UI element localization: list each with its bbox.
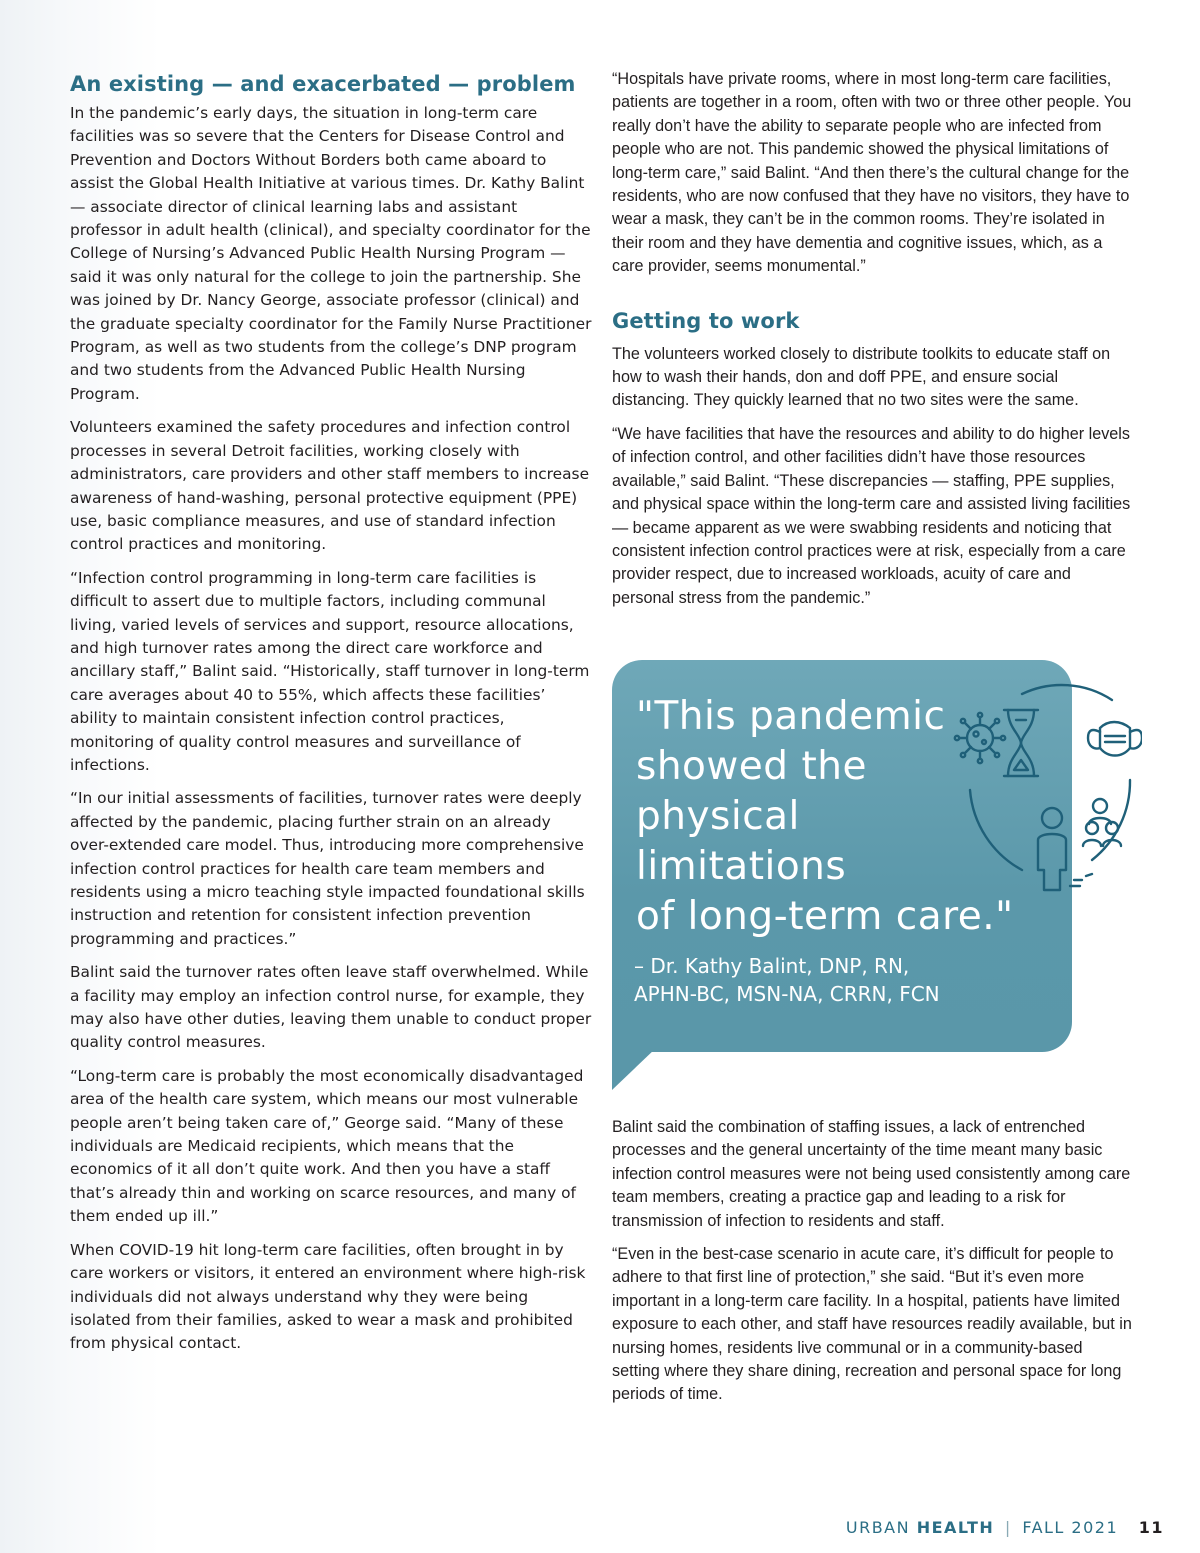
page-footer — [846, 1518, 1164, 1542]
virus-icon — [955, 713, 1005, 763]
paragraph: When COVID-19 hit long-term care facilities, often brought in by care workers or visitors, it entered an environment where high-risk individuals did not always understand why they were being isolated from their families, asked to wear a mask and prohibited from physical contact. — [70, 1240, 586, 1353]
paragraph: Balint said the combination of staffing issues, a lack of entrenched processes and the general uncertainty of the time meant many basic infection control measures were not being used consistently among care team members, creating a practice gap and leading to a risk for transmission of infection to residents and staff. — [612, 1118, 1131, 1230]
section-heading-problem: An existing — and exacerbated — problem — [70, 72, 576, 96]
face-mask-icon — [1088, 722, 1142, 756]
hourglass-icon — [1004, 710, 1038, 776]
paragraph: In the pandemic’s early days, the situation in long-term care facilities was so severe that the Centers for Disease Control and Prevention and Doctors Without Borders both came aboard to assist the Global Health Initiative at various times. Dr. Kathy Balint — associate director of clinical learning labs and assistant professor in adult health (clinical), and specialty coordinator for the College of Nursing’s Advanced Public Health Nursing Program — said it was only natural for the college to join the partnership. She was joined by Dr. Nancy George, associate professor (clinical) and the graduate specialty coordinator for the Family Nurse Practitioner Program, as well as two students from the college’s DNP program and two students from the Advanced Public Health Nursing Program. — [70, 104, 592, 403]
circle-arc-icon — [1092, 780, 1130, 860]
paragraph: “Infection control programming in long-term care facilities is difficult to assert due to multiple factors, including communal living, varied levels of services and support, resource allocations, and high turnover rates among the direct care workforce and ancillary staff,” Balint said. “Historically, staff turnover in long-term care averages about 40 to 55%, which affects these facilities’ ability to maintain consistent infection control practices, monitoring of quality control measures and surveillance of infections. — [70, 568, 590, 774]
magazine-name-part1: URBAN — [845, 1518, 911, 1537]
icon-cluster-graphic — [952, 680, 1142, 900]
footer-separator: | — [1004, 1518, 1012, 1537]
dash-marks-icon — [1070, 874, 1092, 886]
right-column-bottom — [612, 1116, 1132, 1417]
paragraph: “In our initial assessments of facilities, turnover rates were deeply affected by the pandemic, placing further strain on an already over-extended care model. Thus, introducing more comprehensive infection control practices for health care team members and residents using a micro teaching style impacted foundational skills instruction and retention for consistent infection prevention programming and practices.” — [70, 789, 585, 948]
pull-quote-text: "This pandemic showed the physical limitations of long-term care." — [636, 694, 1014, 939]
page-number: 11 — [1138, 1518, 1164, 1537]
pull-quote-attribution: – Dr. Kathy Balint, DNP, RN, APHN-BC, MSN-NA, CRRN, FCN — [634, 954, 940, 1006]
speech-bubble-tail — [612, 1048, 656, 1090]
group-icon — [1083, 799, 1121, 846]
section-heading-getting-to-work: Getting to work — [612, 308, 800, 333]
circle-arc-icon — [970, 790, 1022, 870]
paragraph: Balint said the turnover rates often leave staff overwhelmed. While a facility may employ an infection control nurse, for example, they may also have other duties, leaving them unable to conduct proper quality control measures. — [70, 963, 592, 1052]
issue-label: FALL 2021 — [1022, 1518, 1119, 1537]
left-column — [70, 68, 592, 1366]
paragraph: “Long-term care is probably the most economically disadvantaged area of the health care system, which means our most vulnerable people aren’t being taken care of,” George said. “Many of these individuals are Medicaid recipients, which means that the economics of it all don’t quite work. And then you have a staff that’s already thin and working on scarce resources, and many of them ended up ill.” — [70, 1066, 584, 1226]
paragraph: “Hospitals have private rooms, where in most long-term care facilities, patients are together in a room, often with two or three other people. You really don’t have the ability to separate people who are infected from people who are not. This pandemic showed the physical limitations of long-term care,” said Balint. “And then there’s the cultural change for the residents, who are now confused that they have no visitors, they have to wear a mask, they can’t be in the common rooms. They’re isolated in their room and they have dementia and cognitive issues, which, as a care provider, seems monumental.” — [612, 70, 1132, 276]
paragraph: “Even in the best-case scenario in acute care, it’s difficult for people to adhere to that first line of protection,” she said. “But it’s even more important in a long-term care facility. In a hospital, patients have limited exposure to each other, and staff have resources readily available, but in nursing homes, residents live communal or in a community-based setting where they share dining, recreation and personal space for long periods of time. — [612, 1245, 1132, 1404]
paragraph: Volunteers examined the safety procedures and infection control processes in several Detroit facilities, working closely with administrators, care providers and other staff members to increase awareness of hand-washing, personal protective equipment (PPE) use, basic compliance measures, and use of standard infection control practices and monitoring. — [70, 418, 590, 554]
magazine-name-part2: HEALTH — [916, 1518, 995, 1537]
person-icon — [1038, 808, 1066, 890]
right-column-top — [612, 68, 1132, 620]
circle-arc-icon — [1022, 685, 1112, 700]
paragraph: The volunteers worked closely to distribute toolkits to educate staff on how to wash their hands, don and doff PPE, and ensure social distancing. They quickly learned that no two sites were the same. — [612, 344, 1111, 410]
icon-cluster — [952, 680, 1142, 900]
paragraph: “We have facilities that have the resources and ability to do higher levels of infection control, and other facilities didn’t have those resources available,” said Balint. “These discrepancies — staffing, PPE supplies, and physical space within the long-term care and assisted living facilities — became apparent as we were swabbing residents and noticing that consistent infection control practices were at risk, especially from a care provider respect, due to increased workloads, acuity of care and personal stress from the pandemic.” — [612, 424, 1131, 607]
